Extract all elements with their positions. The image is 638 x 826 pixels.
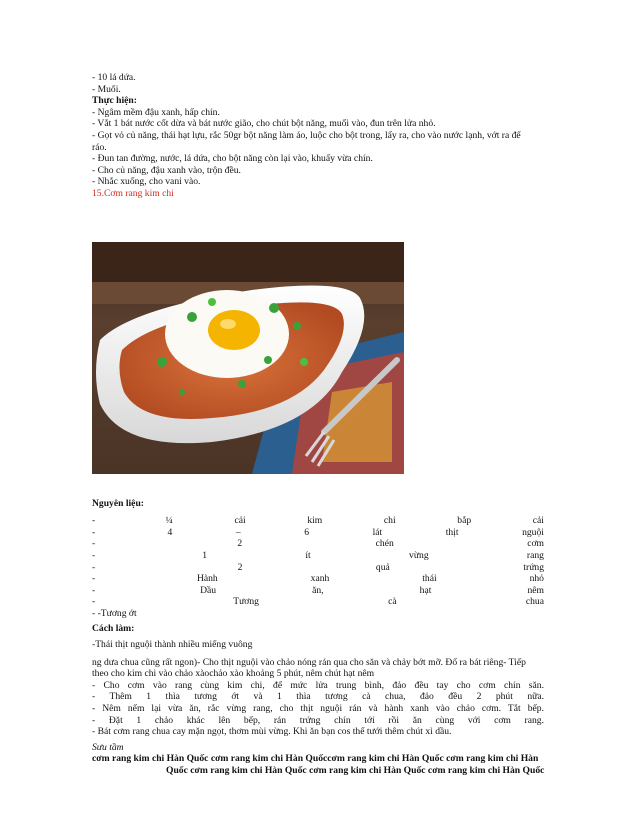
document-page (92, 72, 544, 777)
method-line: theo cho kim chi vào chảo xàochảo xào khoảng 5 phút, nêm chút hạt nêm (92, 668, 375, 680)
step-line: - Ngâm mềm đậu xanh, hấp chín. (92, 106, 220, 118)
method-line: - Đặt 1 chảo khác lên bếp, rán trứng chín tới rồi ăn cùng với cơm rang. (92, 714, 544, 726)
method-line: - Cho cơm vào rang cùng kim chi, để mức lửa trung bình, đảo đều tay cho cơm chín săn. (92, 679, 544, 691)
footer-keywords-line: Quốc cơm rang kim chi Hàn Quốc cơm rang kim chi Hàn Quốc cơm rang kim chi Hàn Quốc (166, 765, 545, 776)
step-line: - Nhắc xuống, cho vani vào. (92, 176, 201, 188)
method-line: - Thêm 1 thìa tương ớt và 1 thìa tương cà chua, đảo đều 2 phút nữa. (92, 691, 544, 703)
step-line: - Gọt vỏ củ năng, thái hạt lựu, rắc 50gr bột năng làm áo, luộc cho bột trong, lấy ra, cho vào nước lạnh, vớt ra để (92, 129, 521, 141)
fried-rice-illustration (92, 242, 404, 474)
ingredient-row: - 4 – 6 lát thịt nguội (92, 526, 544, 538)
recipe-title: 15.Cơm rang kim chi (92, 187, 174, 199)
method-intro: -Thái thịt nguội thành nhiều miếng vuông (92, 639, 253, 651)
source-label: Sưu tầm (92, 741, 124, 753)
text-line: - 10 lá dứa. (92, 72, 136, 83)
fried-rice-photo (92, 242, 404, 474)
ingredient-last: - -Tương ớt (92, 607, 137, 619)
step-line: - Vắt 1 bát nước cốt dừa và bát nước gião, cho chút bột năng, muối vào, đun trên lửa nhỏ. (92, 118, 436, 130)
footer-keywords-line: cơm rang kim chi Hàn Quốc cơm rang kim chi Hàn Quốccơm rang kim chi Hàn Quốc cơm rang kim chi Hàn (92, 753, 539, 765)
text-line: - Muối. (92, 83, 121, 95)
cach-lam-heading: Cách làm: (92, 623, 135, 635)
step-line: - Đun tan đường, nước, lá dứa, cho bột năng còn lại vào, khuấy vừa chín. (92, 153, 373, 165)
ingredient-row: - 1 ít vừng rang (92, 549, 544, 561)
ingredient-row: - 2 chén cơm (92, 538, 544, 550)
method-line: - Nêm nếm lại vừa ăn, rắc vừng rang, cho thịt nguội rán và hành xanh vào chảo cơm. Tắt bếp. (92, 703, 544, 715)
ingredient-row: - Dầu ăn, hạt nêm (92, 584, 544, 596)
ingredient-row: - Tương cà chua (92, 596, 544, 608)
nguyen-lieu-heading: Nguyên liệu: (92, 497, 144, 509)
ingredient-row: - ¼ cải kim chi bắp cải (92, 515, 544, 527)
method-line: ng dưa chua cũng rất ngon)- Cho thịt nguội vào chảo nóng rán qua cho săn và chảy bớt mỡ. Đổ ra bát riêng- Tiếp (92, 656, 526, 668)
ingredient-row: - 2 quả trứng (92, 561, 544, 573)
method-line: - Bát cơm rang chua cay mặn ngọt, thơm mùi vừng. Khi ăn bạn cos thể tưới thêm chút xì dầu. (92, 726, 452, 738)
step-line: - Cho củ năng, đậu xanh vào, trộn đều. (92, 164, 241, 176)
step-line: ráo. (92, 141, 107, 153)
thuc-hien-heading: Thực hiện: (92, 95, 137, 107)
ingredient-row: - Hành xanh thái nhỏ (92, 573, 544, 585)
